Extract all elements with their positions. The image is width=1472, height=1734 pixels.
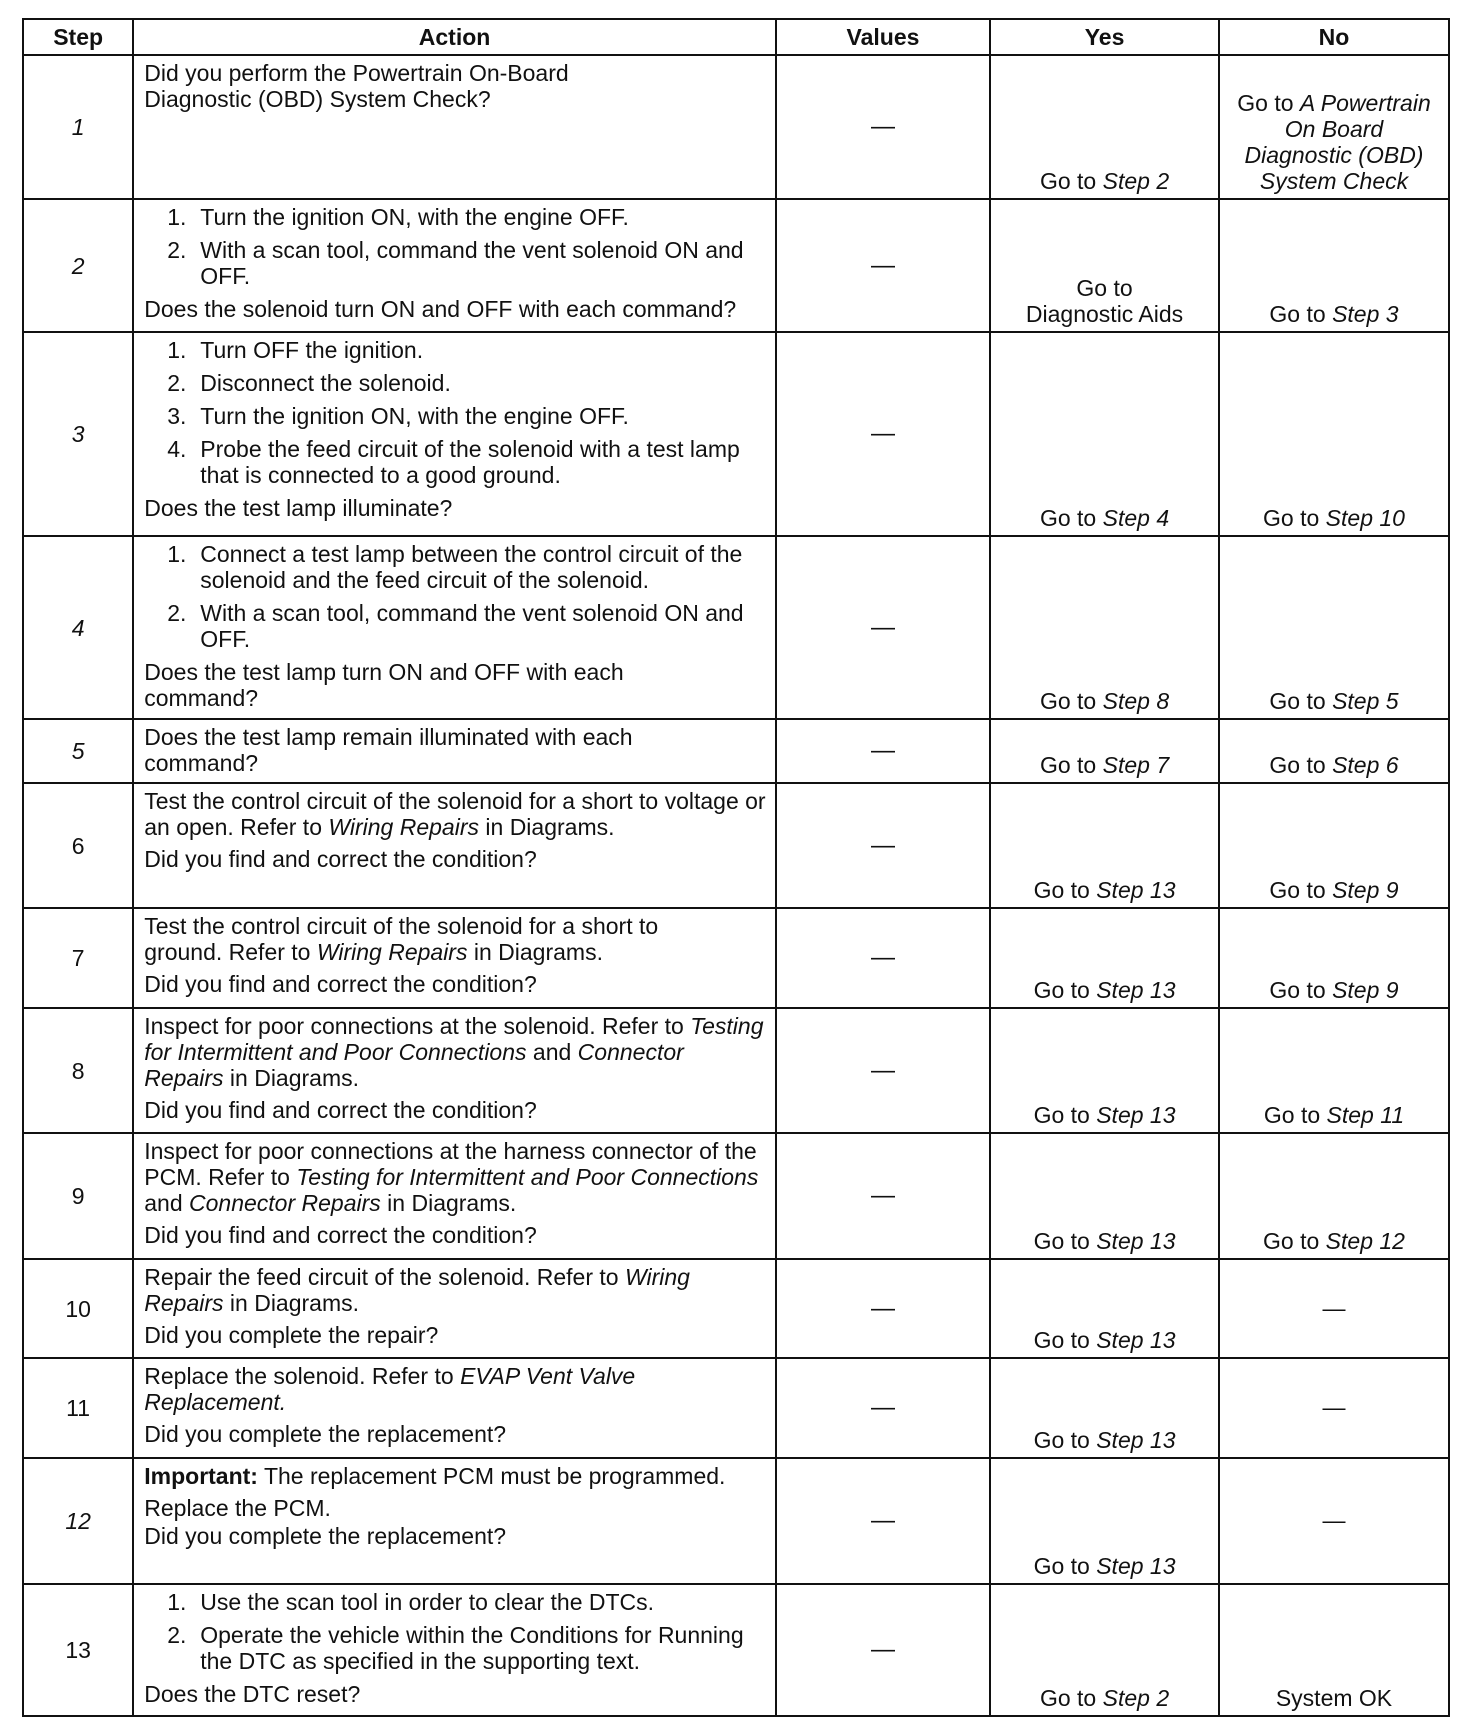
step-number: 7 [23,908,133,1008]
list-item: 4. Probe the feed circuit of the solenoid with a test lamp that is connected to a good ground. [167,436,740,488]
table-row [23,783,1449,908]
question-text: Does the DTC reset? [144,1681,361,1707]
instruction-text: Repair the feed circuit of the solenoid. Refer to Wiring Repairs in Diagrams. [144,1264,690,1316]
header-action: Action [133,19,776,55]
values-cell: — [776,536,990,719]
step-number: 10 [23,1259,133,1358]
no-step-link[interactable]: Step 3 [1332,301,1399,327]
yes-prefix: Go to [1039,168,1097,194]
yes-step-link[interactable]: Step 7 [1102,752,1170,778]
step-number: 12 [23,1458,133,1584]
question-text: Did you complete the replacement? [144,1421,507,1447]
important-note: Important: The replacement PCM must be programmed. [144,1463,726,1489]
yes-cell [990,55,1219,199]
action-cell [133,1259,776,1358]
list-item: 1. Use the scan tool in order to clear the DTCs. [167,1589,655,1615]
yes-cell: Go to Step 13 [990,1133,1219,1259]
yes-cell: Go to Diagnostic Aids [990,199,1219,332]
action-cell [133,536,776,719]
step-number: 6 [23,783,133,908]
no-step-link[interactable]: A Powertrain On Board Diagnostic (OBD) System Check [1244,90,1431,194]
reference-link[interactable]: Connector Repairs [189,1190,381,1216]
step-number: 3 [23,332,133,536]
step-number: 5 [23,719,133,783]
yes-step-link[interactable]: Step 4 [1102,505,1170,531]
yes-step-link[interactable]: Step 13 [1096,1228,1176,1254]
reference-link[interactable]: Wiring Repairs [316,939,468,965]
reference-link[interactable]: EVAP Vent Valve Replacement. [144,1363,636,1415]
values-cell: — [776,908,990,1008]
reference-link[interactable]: Diagrams. [498,939,603,965]
no-step-link[interactable]: Step 10 [1325,505,1405,531]
list-item: 2. Operate the vehicle within the Conditions for Running the DTC as specified in the supporting text. [167,1622,744,1674]
action-cell [133,55,776,199]
header-values: Values [776,19,990,55]
table-row [23,536,1449,719]
reference-link[interactable]: Diagrams. [254,1065,360,1091]
instruction-text: Test the control circuit of the solenoid for a short to voltage or an open. Refer to Wiring Repairs in Diagrams. [144,788,766,840]
table-row [23,719,1449,783]
action-cell [133,332,776,536]
instruction-list [144,337,767,488]
yes-cell: Go to Step 4 [990,332,1219,536]
yes-step-link[interactable]: Step 13 [1096,977,1176,1003]
no-cell: System OK [1219,1584,1449,1716]
step-number: 2 [23,199,133,332]
action-cell [133,199,776,332]
list-item: 2. Disconnect the solenoid. [167,370,451,396]
table-row [23,1458,1449,1584]
yes-cell: Go to Step 2 [990,1584,1219,1716]
yes-step-link[interactable]: Step 13 [1096,1427,1176,1453]
action-cell [133,1008,776,1133]
no-step-link[interactable]: Step 9 [1332,877,1399,903]
action-cell [133,1458,776,1584]
no-cell: Go to Step 12 [1219,1133,1449,1259]
question-text: Did you find and correct the condition? [144,1222,537,1248]
yes-cell: Go to Step 13 [990,1358,1219,1458]
question-text: Did you perform the Powertrain On-Board Diagnostic (OBD) System Check? [144,60,569,112]
list-item: 3. Turn the ignition ON, with the engine OFF. [167,403,629,429]
yes-step-link[interactable]: Step 13 [1096,1102,1176,1128]
no-cell: Go to Step 5 [1219,536,1449,719]
diagnostic-page [22,18,1450,1717]
list-item: 2. With a scan tool, command the vent solenoid ON and OFF. [167,237,744,289]
action-cell [133,719,776,783]
instruction-list [144,204,767,289]
question-text: Does the test lamp turn ON and OFF with each command? [144,659,624,711]
instruction-text: Test the control circuit of the solenoid for a short to ground. Refer to Wiring Repairs in Diagrams. [144,913,659,965]
instruction-text: Replace the solenoid. Refer to EVAP Vent Valve Replacement. [144,1363,636,1415]
question-text: Did you find and correct the condition? [144,1097,537,1123]
values-cell: — [776,1358,990,1458]
table-row [23,1358,1449,1458]
table-row [23,332,1449,536]
yes-cell: Go to Step 13 [990,1259,1219,1358]
yes-step-link[interactable]: Step 13 [1096,877,1176,903]
no-step-link[interactable]: Step 9 [1332,977,1399,1003]
no-cell: Go to Step 9 [1219,908,1449,1008]
yes-step-link[interactable]: Step 8 [1102,688,1170,714]
no-cell: Go to Step 11 [1219,1008,1449,1133]
question-text: Did you find and correct the condition? [144,971,537,997]
no-step-link[interactable]: Step 11 [1326,1102,1405,1128]
table-row [23,1259,1449,1358]
no-step-link[interactable]: Step 5 [1332,688,1399,714]
step-number: 13 [23,1584,133,1716]
values-cell: — [776,1584,990,1716]
no-cell: Go to Step 3 [1219,199,1449,332]
action-cell [133,1358,776,1458]
step-number: 8 [23,1008,133,1133]
yes-step-link[interactable]: Step 2 [1102,1685,1170,1711]
yes-step-link[interactable]: Step 2 [1102,168,1170,194]
values-cell: — [776,1133,990,1259]
no-cell: — [1219,1358,1449,1458]
step-number: 11 [23,1358,133,1458]
table-row [23,1133,1449,1259]
list-item: 2. With a scan tool, command the vent solenoid ON and OFF. [167,600,744,652]
yes-cell: Go to Step 13 [990,783,1219,908]
question-text: Did you find and correct the condition? [144,846,537,872]
header-row [23,19,1449,55]
step-number: 4 [23,536,133,719]
important-label: Important: [144,1463,258,1489]
yes-cell: Go to Step 13 [990,908,1219,1008]
header-yes: Yes [990,19,1219,55]
list-item: 1. Turn OFF the ignition. [167,337,424,363]
action-cell [133,1133,776,1259]
step-number: 1 [23,55,133,199]
step-number: 9 [23,1133,133,1259]
reference-link[interactable]: Wiring Repairs [144,1264,690,1316]
question-text: Did you complete the repair? [144,1322,439,1348]
table-row [23,55,1449,199]
reference-link[interactable]: Testing for Intermittent and Poor Connections [296,1164,759,1190]
yes-link[interactable]: Diagnostic Aids [1025,301,1184,327]
values-cell: — [776,199,990,332]
table-row [23,908,1449,1008]
no-cell: Go to Step 6 [1219,719,1449,783]
no-cell [1219,55,1449,199]
values-cell: — [776,1259,990,1358]
no-cell: — [1219,1259,1449,1358]
table-row [23,1008,1449,1133]
yes-step-link[interactable]: Step 13 [1096,1327,1176,1353]
values-cell: — [776,719,990,783]
values-cell: — [776,1008,990,1133]
reference-link[interactable]: Wiring Repairs [328,814,479,840]
table-row [23,1584,1449,1716]
reference-link[interactable]: Connector Repairs [144,1039,684,1091]
question-text: Does the solenoid turn ON and OFF with each command? [144,296,737,322]
reference-link[interactable]: Testing for Intermittent and Poor Connections [144,1013,764,1065]
action-cell [133,908,776,1008]
reference-link[interactable]: Diagrams. [411,1190,517,1216]
header-step: Step [23,19,133,55]
no-step-link[interactable]: Step 6 [1332,752,1399,778]
no-cell: Go to Step 9 [1219,783,1449,908]
reference-link[interactable]: Diagrams. [509,814,615,840]
yes-cell: Go to Step 13 [990,1458,1219,1584]
no-prefix: Go to [1237,90,1294,116]
diagnostic-table [22,18,1450,1717]
instruction-list [144,541,767,652]
yes-step-link[interactable]: Step 13 [1096,1553,1176,1579]
action-cell [133,1584,776,1716]
values-cell: — [776,1458,990,1584]
yes-cell: Go to Step 8 [990,536,1219,719]
question-text: Does the test lamp illuminate? [144,495,453,521]
instruction-list [144,1589,767,1674]
no-step-link[interactable]: Step 12 [1325,1228,1405,1254]
yes-cell: Go to Step 7 [990,719,1219,783]
values-cell: — [776,55,990,199]
action-cell [133,783,776,908]
instruction-text: Replace the PCM. [144,1495,331,1521]
values-cell: — [776,783,990,908]
question-text: Does the test lamp remain illuminated with each command? [144,724,633,776]
table-row [23,199,1449,332]
no-cell: — [1219,1458,1449,1584]
instruction-text: Inspect for poor connections at the solenoid. Refer to Testing for Intermittent and Poor Connections and Connector Repairs in Diagrams. [144,1013,764,1091]
no-cell: Go to Step 10 [1219,332,1449,536]
list-item: 1. Connect a test lamp between the control circuit of the solenoid and the feed circuit of the solenoid. [167,541,743,593]
instruction-text: Inspect for poor connections at the harness connector of the PCM. Refer to Testing for Intermittent and Poor Connections and Connector Repairs in Diagrams. [144,1138,759,1216]
list-item: 1. Turn the ignition ON, with the engine OFF. [167,204,629,230]
yes-cell: Go to Step 13 [990,1008,1219,1133]
reference-link[interactable]: Diagrams. [254,1290,360,1316]
values-cell: — [776,332,990,536]
question-text: Did you complete the replacement? [144,1523,507,1549]
header-no: No [1219,19,1449,55]
